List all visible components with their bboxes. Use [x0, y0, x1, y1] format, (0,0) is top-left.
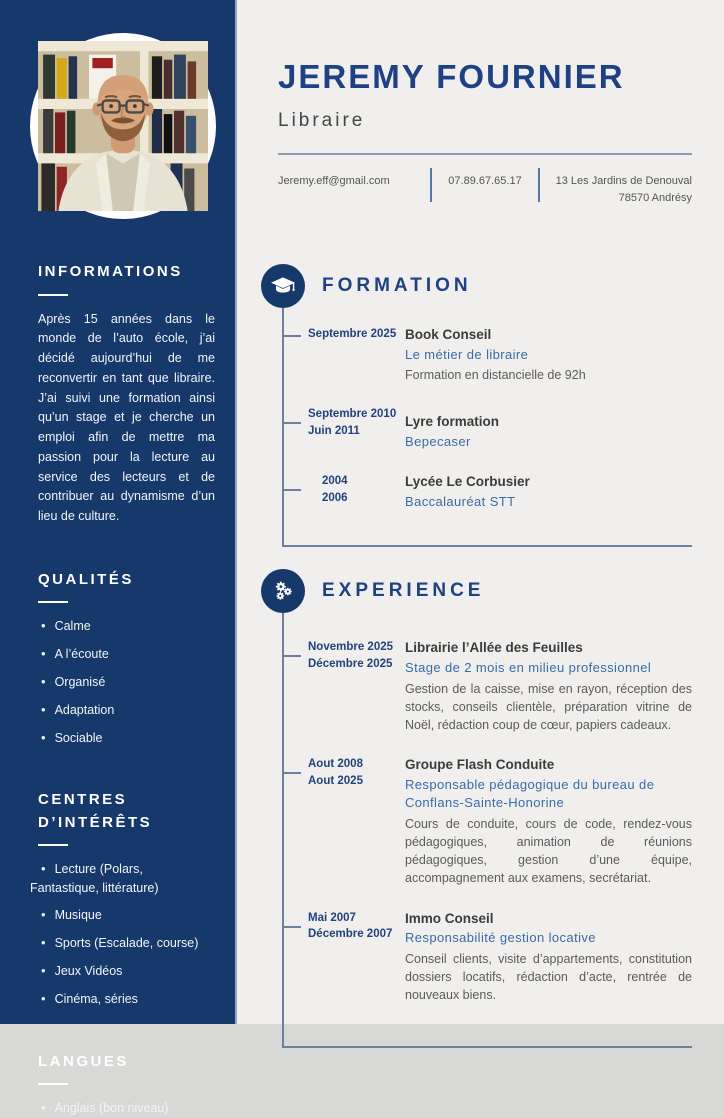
entry-body: [405, 756, 692, 887]
header-divider: [278, 153, 692, 155]
entry-role: Baccalauréat STT: [405, 494, 516, 510]
entry-organization: Librairie l’Allée des Feuilles: [405, 640, 583, 656]
entry-organization: Immo Conseil: [405, 910, 494, 926]
list-item: • Adaptation: [30, 701, 215, 720]
title-underline: [38, 294, 68, 296]
entry-role: Bepecaser: [405, 434, 471, 450]
entry-date: Septembre 2025: [308, 328, 397, 340]
informations-title: INFORMATIONS: [38, 263, 183, 280]
graduation-cap-icon: [261, 264, 305, 308]
langues-title: LANGUES: [38, 1052, 129, 1070]
entry-date: Juin 2011: [308, 425, 360, 437]
sidebar-section-interets: [30, 789, 215, 1008]
formation-header: [261, 264, 692, 308]
entry-body: [405, 406, 692, 451]
entry-date: Septembre 2010: [308, 408, 397, 421]
experience-timeline: [282, 613, 692, 1048]
entry-dates: [284, 473, 405, 511]
list-item: • Calme: [30, 617, 215, 636]
entry-organization: Lyre formation: [405, 414, 500, 430]
formation-timeline: [282, 308, 692, 547]
sidebar-section-qualites: [30, 569, 215, 748]
sidebar: [0, 0, 237, 1116]
formation-title: FORMATION: [322, 275, 472, 296]
experience-entry: [284, 639, 692, 734]
title-underline: [38, 601, 68, 603]
list-item: • Jeux Vidéos: [30, 962, 215, 981]
entry-date: 2004: [322, 475, 348, 488]
title-underline: [38, 844, 68, 846]
entry-role: Responsable pédagogique du bureau de Conflans-Sainte-Honorine: [405, 777, 655, 811]
list-item: • Anglais (bon niveau): [30, 1099, 215, 1118]
list-item: • Cinéma, séries: [30, 990, 215, 1009]
entry-date: Décembre 2007: [308, 928, 393, 941]
entry-body: [405, 473, 692, 511]
contact-row: [278, 168, 692, 206]
informations-text: Après 15 années dans le monde de l’auto école, j’ai décidé aujourd’hui de me reconvertir en tant que libraire. J’ai suivi une formation ainsi qu’un stage et je cherche un emploi afin de mettre ma passion pour la lecture au service des lecteurs et de contribuer au dynamisme d’un lieu de culture.: [38, 311, 215, 523]
entry-date: Décembre 2025: [308, 658, 393, 671]
header-block: [278, 58, 692, 206]
contact-phone: 07.89.67.65.17: [448, 175, 522, 187]
list-item: • Lecture (Polars, Fantastique, littérature): [30, 860, 215, 897]
entry-role: Stage de 2 mois en milieu professionnel: [405, 660, 652, 676]
formation-entry: [284, 406, 692, 451]
qualites-title: QUALITÉS: [38, 570, 134, 588]
entry-date: Aout 2008: [308, 758, 363, 771]
formation-entry: [284, 473, 692, 511]
title-underline: [38, 1083, 68, 1085]
interets-list: [30, 860, 215, 1008]
sidebar-section-langues: [30, 1051, 215, 1118]
address-line-2: 78570 Andrésy: [618, 191, 692, 204]
entry-organization: Groupe Flash Conduite: [405, 757, 555, 773]
entry-dates: [284, 326, 405, 384]
candidate-name: JEREMY FOURNIER: [278, 58, 625, 95]
section-formation: [261, 264, 692, 547]
experience-header: [261, 569, 692, 613]
entry-role: Le métier de libraire: [405, 346, 529, 362]
entry-description: Cours de conduite, cours de code, rendez-vous pédagogiques, animation de réunions pédagogiques, gestion d’une équipe, accompagnement aux examens, secrétariat.: [405, 816, 692, 886]
sidebar-section-informations: [30, 261, 215, 527]
candidate-role: Libraire: [278, 110, 366, 131]
entry-body: [405, 326, 692, 384]
interets-title: CENTRES D’INTÉRÊTS: [38, 791, 153, 831]
entry-dates: [284, 756, 405, 887]
entry-date: Mai 2007: [308, 911, 356, 924]
contact-separator: [430, 168, 432, 202]
address-line-1: 13 Les Jardins de Denouval: [555, 175, 692, 187]
entry-organization: Lycée Le Corbusier: [405, 474, 530, 490]
entry-dates: [284, 910, 405, 1005]
gears-icon: [261, 569, 305, 613]
entry-date: Aout 2025: [308, 774, 363, 787]
entry-description: Gestion de la caisse, mise en rayon, réception des stocks, conseils clientèle, préparation vitrine de Noël, rédaction coup de cœur, papiers cadeaux.: [405, 681, 692, 733]
profile-photo: [30, 33, 216, 219]
entry-date: 2006: [322, 492, 348, 505]
section-experience: [261, 569, 692, 1048]
list-item: • Musique: [30, 906, 215, 925]
list-item: • Sociable: [30, 729, 215, 748]
list-item: • Organisé: [30, 673, 215, 692]
formation-entry: [284, 326, 692, 384]
experience-entry: [284, 910, 692, 1005]
entry-organization: Book Conseil: [405, 327, 492, 342]
entry-body: [405, 639, 692, 734]
main-column: [237, 0, 724, 1024]
entry-role: Responsabilité gestion locative: [405, 930, 596, 946]
entry-description: Conseil clients, visite d’appartements, constitution dossiers locatifs, rédaction d’acte, rentrée de nouveaux biens.: [405, 951, 692, 1003]
entry-dates: [284, 639, 405, 734]
list-item: • Sports (Escalade, course): [30, 934, 215, 953]
entry-dates: [284, 406, 405, 451]
list-item: • A l’écoute: [30, 645, 215, 664]
entry-description: Formation en distancielle de 92h: [405, 368, 586, 383]
portrait-illustration: [38, 41, 208, 211]
qualites-list: [30, 617, 215, 747]
contact-separator: [538, 168, 540, 202]
langues-list: [30, 1099, 215, 1118]
entry-date: Novembre 2025: [308, 641, 394, 654]
contact-address: [546, 168, 692, 206]
entry-body: [405, 910, 692, 1005]
experience-entry: [284, 756, 692, 887]
experience-title: EXPERIENCE: [322, 580, 485, 602]
contact-email: Jeremy.eff@gmail.com: [278, 175, 390, 187]
